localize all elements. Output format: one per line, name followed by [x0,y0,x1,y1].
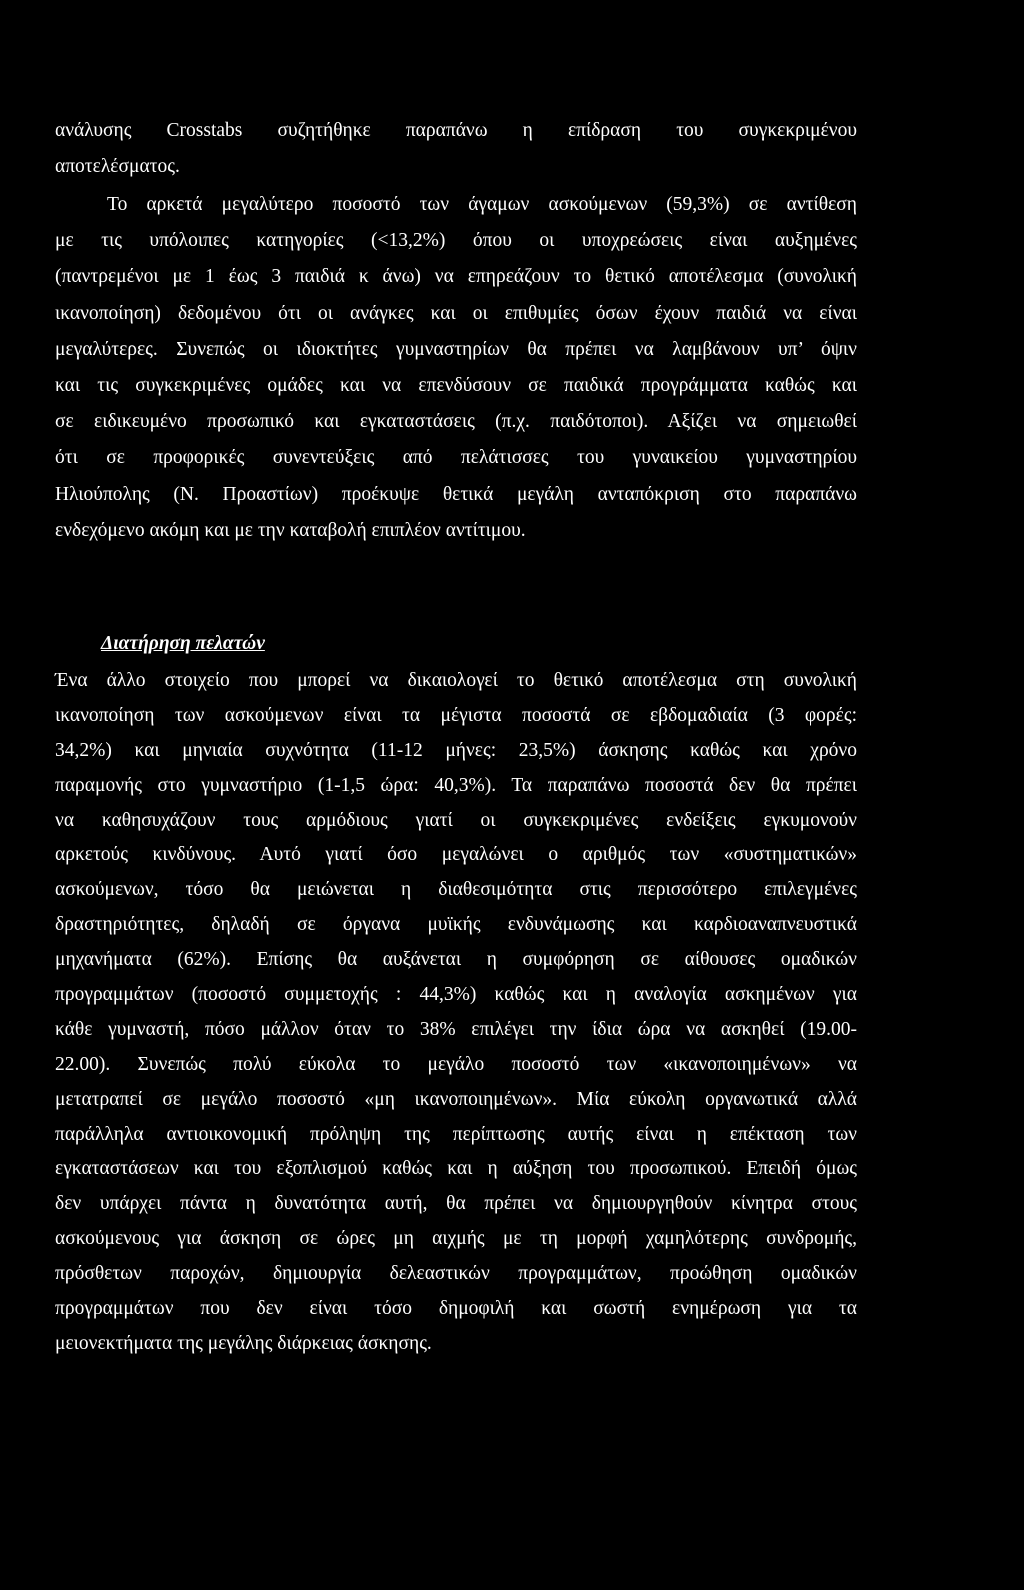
text-line: ενδεχόμενο ακόμη και με την καταβολή επιπλέον αντίτιμου. [55,519,526,541]
text-line: προγραμμάτων (ποσοστό συμμετοχής : 44,3%) καθώς και η αναλογία ασκημένων για [55,984,857,1006]
text-line: κάθε γυμναστή, πόσο μάλλον όταν το 38% επιλέγει την ίδια ώρα να ασκηθεί (19.00- [55,1018,857,1040]
text-line: με τις υπόλοιπες κατηγορίες (<13,2%) όπου οι υποχρεώσεις είναι αυξημένες [55,230,857,252]
text-line: παράλληλα αντιοικονομική πρόληψη της περίπτωσης αυτής είναι η επέκταση των [55,1123,857,1145]
text-line: προγραμμάτων που δεν είναι τόσο δημοφιλή και σωστή ενημέρωση για τα [55,1298,857,1320]
text-line: αποτελέσματος. [55,156,180,178]
text-line: ανάλυσης Crosstabs συζητήθηκε παραπάνω η επίδραση του συγκεκριμένου [55,120,857,141]
text-line: Ηλιούπολης (Ν. Προαστίων) προέκυψε θετικά μεγάλη ανταπόκριση στο παραπάνω [55,483,857,505]
text-line: ασκούμενων, τόσο θα μειώνεται η διαθεσιμότητα στις περισσότερο επιλεγμένες [55,879,857,901]
text-line: αρκετούς κινδύνους. Αυτό γιατί όσο μεγαλώνει ο αριθμός των «συστηματικών» [55,844,857,866]
text-line: μειονεκτήματα της μεγάλης διάρκειας άσκησης. [55,1332,432,1354]
section-heading: Διατήρηση πελατών [101,633,265,654]
text-line: ικανοποίηση των ασκούμενων είναι τα μέγιστα ποσοστά σε εβδομαδιαία (3 φορές: [55,704,857,726]
text-line: και τις συγκεκριμένες ομάδες και να επενδύσουν σε παιδικά προγράμματα καθώς και [55,374,857,396]
text-line: Ένα άλλο στοιχείο που μπορεί να δικαιολογεί το θετικό αποτέλεσμα στη συνολική [55,670,857,691]
text-line: 34,2%) και μηνιαία συχνότητα (11-12 μήνες: 23,5%) άσκησης καθώς και χρόνο [55,739,857,761]
text-line: μηχανήματα (62%). Επίσης θα αυξάνεται η συμφόρηση σε αίθουσες ομαδικών [55,949,857,971]
paragraph-family-status [55,187,857,549]
text-line: δραστηριότητες, δηλαδή σε όργανα μυϊκής ενδυνάμωσης και καρδιοαναπνευστικά [55,914,857,936]
paragraph-intro [55,113,857,185]
paragraph-customer-retention [55,664,857,1362]
text-line: 22.00). Συνεπώς πολύ εύκολα το μεγάλο ποσοστό των «ικανοποιημένων» να [55,1053,857,1075]
text-line: Το αρκετά μεγαλύτερο ποσοστό των άγαμων ασκούμενων (59,3%) σε αντίθεση [107,194,857,215]
text-line: (παντρεμένοι με 1 έως 3 παιδιά κ άνω) να επηρεάζουν το θετικό αποτέλεσμα (συνολική [55,266,857,288]
text-line: ότι σε προφορικές συνεντεύξεις από πελάτισσες του γυναικείου γυμναστηρίου [55,447,857,469]
text-line: μετατραπεί σε μεγάλο ποσοστό «μη ικανοποιημένων». Μία εύκολη οργανωτικά αλλά [55,1088,857,1110]
text-line: πρόσθετων παροχών, δημιουργία δελεαστικών προγραμμάτων, προώθηση ομαδικών [55,1263,857,1285]
text-line: εγκαταστάσεων και του εξοπλισμού καθώς και η αύξηση του προσωπικού. Επειδή όμως [55,1158,857,1180]
text-line: δεν υπάρχει πάντα η δυνατότητα αυτή, θα πρέπει να δημιουργηθούν κίνητρα στους [55,1193,857,1215]
text-line: ικανοποίηση) δεδομένου ότι οι ανάγκες και οι επιθυμίες όσων έχουν παιδιά να είναι [55,302,857,324]
text-line: σε ειδικευμένο προσωπικό και εγκαταστάσεις (π.χ. παιδότοποι). Αξίζει να σημειωθεί [55,411,857,433]
text-line: παραμονής στο γυμναστήριο (1-1,5 ώρα: 40,3%). Τα παραπάνω ποσοστά δεν θα πρέπει [55,774,857,796]
text-line: ασκούμενους για άσκηση σε ώρες μη αιχμής με τη μορφή χαμηλότερης συνδρομής, [55,1228,857,1250]
text-line: να καθησυχάζουν τους αρμόδιους γιατί οι συγκεκριμένες ενδείξεις εγκυμονούν [55,809,857,831]
text-line: μεγαλύτερες. Συνεπώς οι ιδιοκτήτες γυμναστηρίων θα πρέπει να λαμβάνουν υπ’ όψιν [55,338,857,360]
